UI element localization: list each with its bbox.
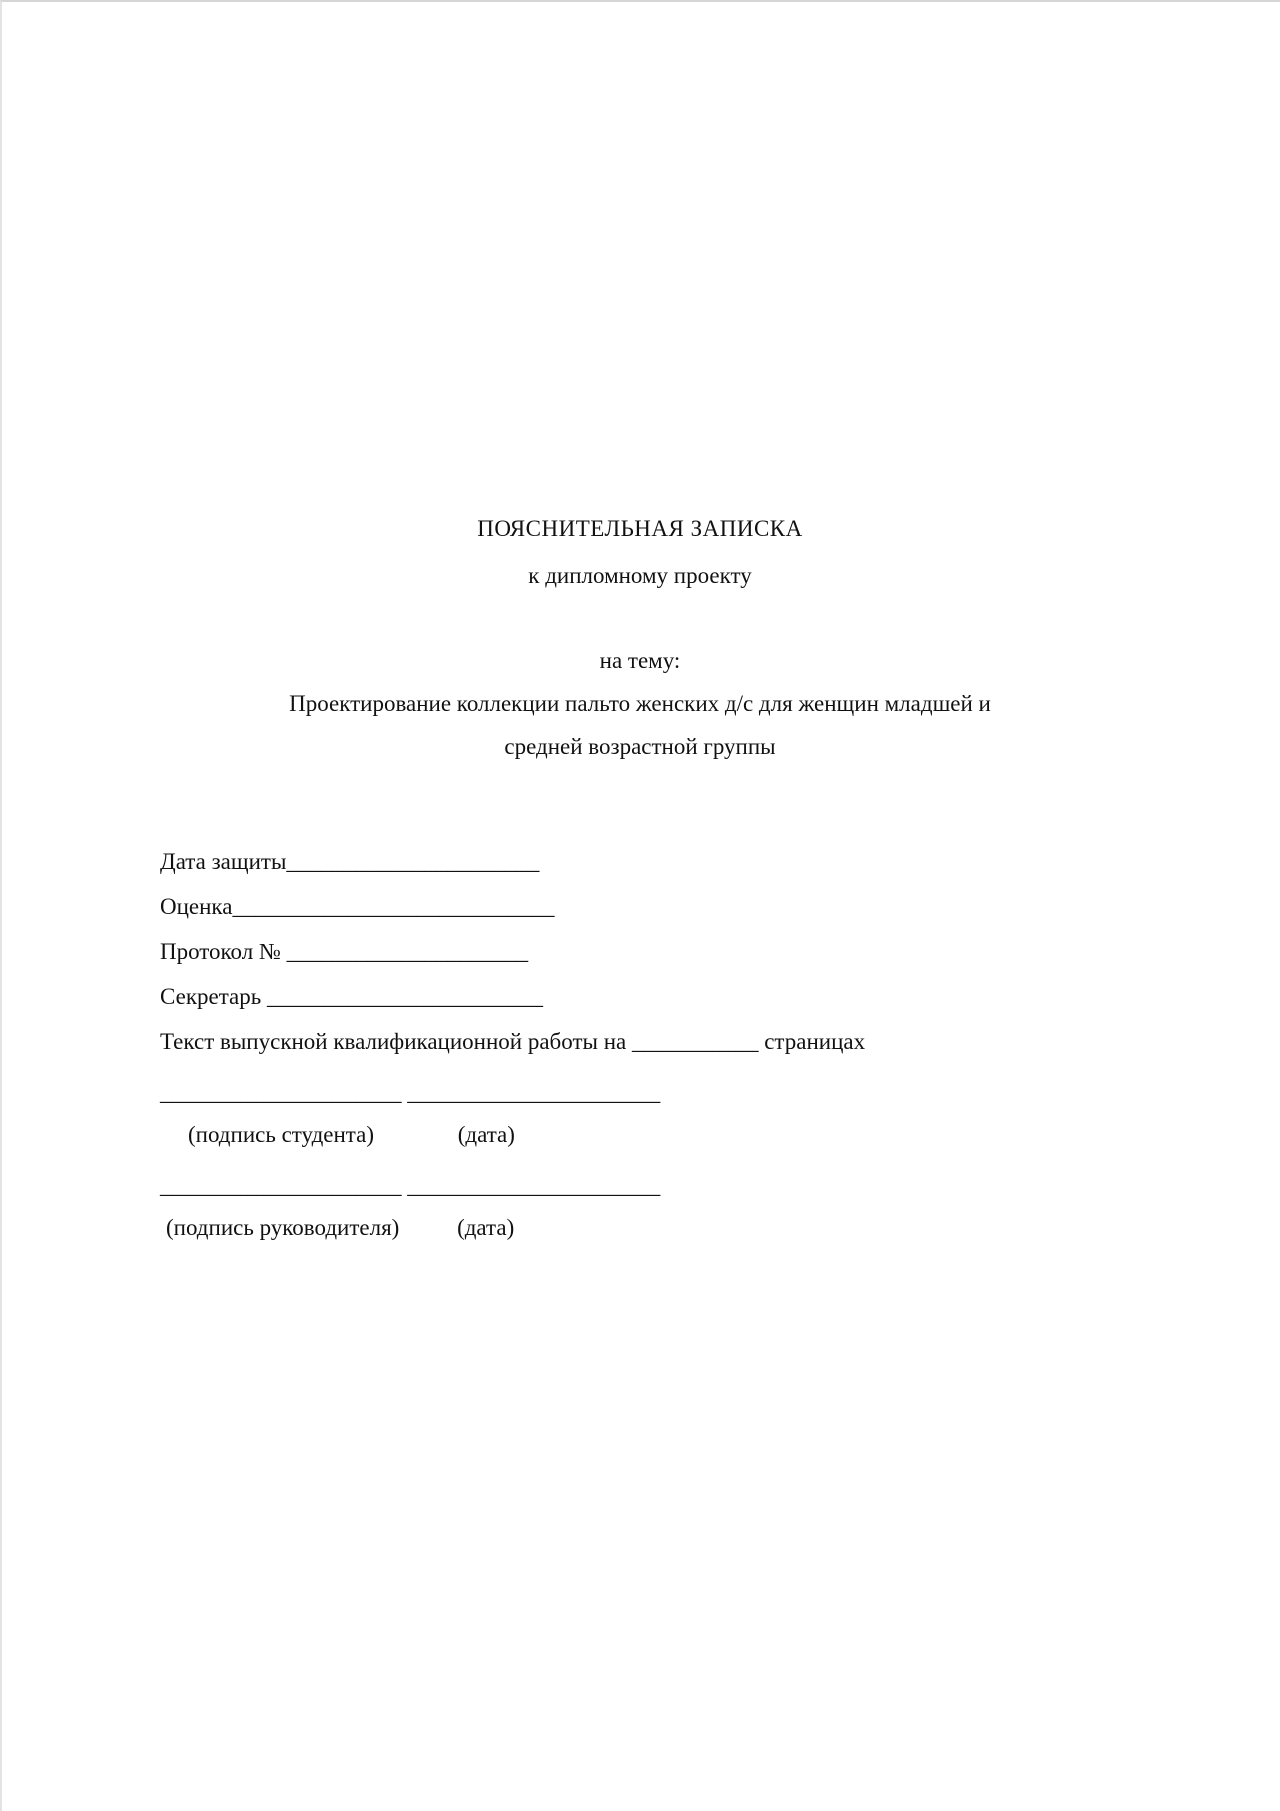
theme-label: на тему: (599, 648, 681, 673)
signature-line-supervisor: _____________________ ______________________ (160, 1173, 661, 1198)
student-date-caption: (дата) (457, 1122, 515, 1147)
student-signature-caption: (подпись студента) (188, 1122, 374, 1147)
form-line-secretary: Секретарь ________________________ (160, 984, 543, 1009)
theme-line-1: Проектирование коллекции пальто женских д/с для женщин младшей и (289, 691, 991, 716)
title-block (160, 505, 1120, 599)
doc-subtitle: к дипломному проекту (528, 563, 752, 588)
page-content (2, 2, 1280, 1248)
signature-caption-supervisor-row (160, 1208, 1120, 1248)
form-line-defense-date: Дата защиты______________________ (160, 849, 540, 874)
form-line-pages-count: Текст выпускной квалификационной работы на ___________ страницах (160, 1029, 866, 1054)
supervisor-signature-caption: (подпись руководителя) (166, 1215, 400, 1240)
signature-line-student: _____________________ ______________________ (160, 1080, 661, 1105)
signature-block (160, 1070, 1120, 1248)
form-block (160, 839, 1120, 1064)
form-line-grade: Оценка____________________________ (160, 894, 555, 919)
supervisor-date-caption: (дата) (457, 1215, 515, 1240)
signature-caption-student-row (160, 1115, 1120, 1155)
form-line-protocol-number: Протокол № _____________________ (160, 939, 529, 964)
theme-line-2: средней возрастной группы (504, 734, 776, 759)
theme-block (160, 639, 1120, 768)
doc-title: ПОЯСНИТЕЛЬНАЯ ЗАПИСКА (477, 516, 803, 541)
